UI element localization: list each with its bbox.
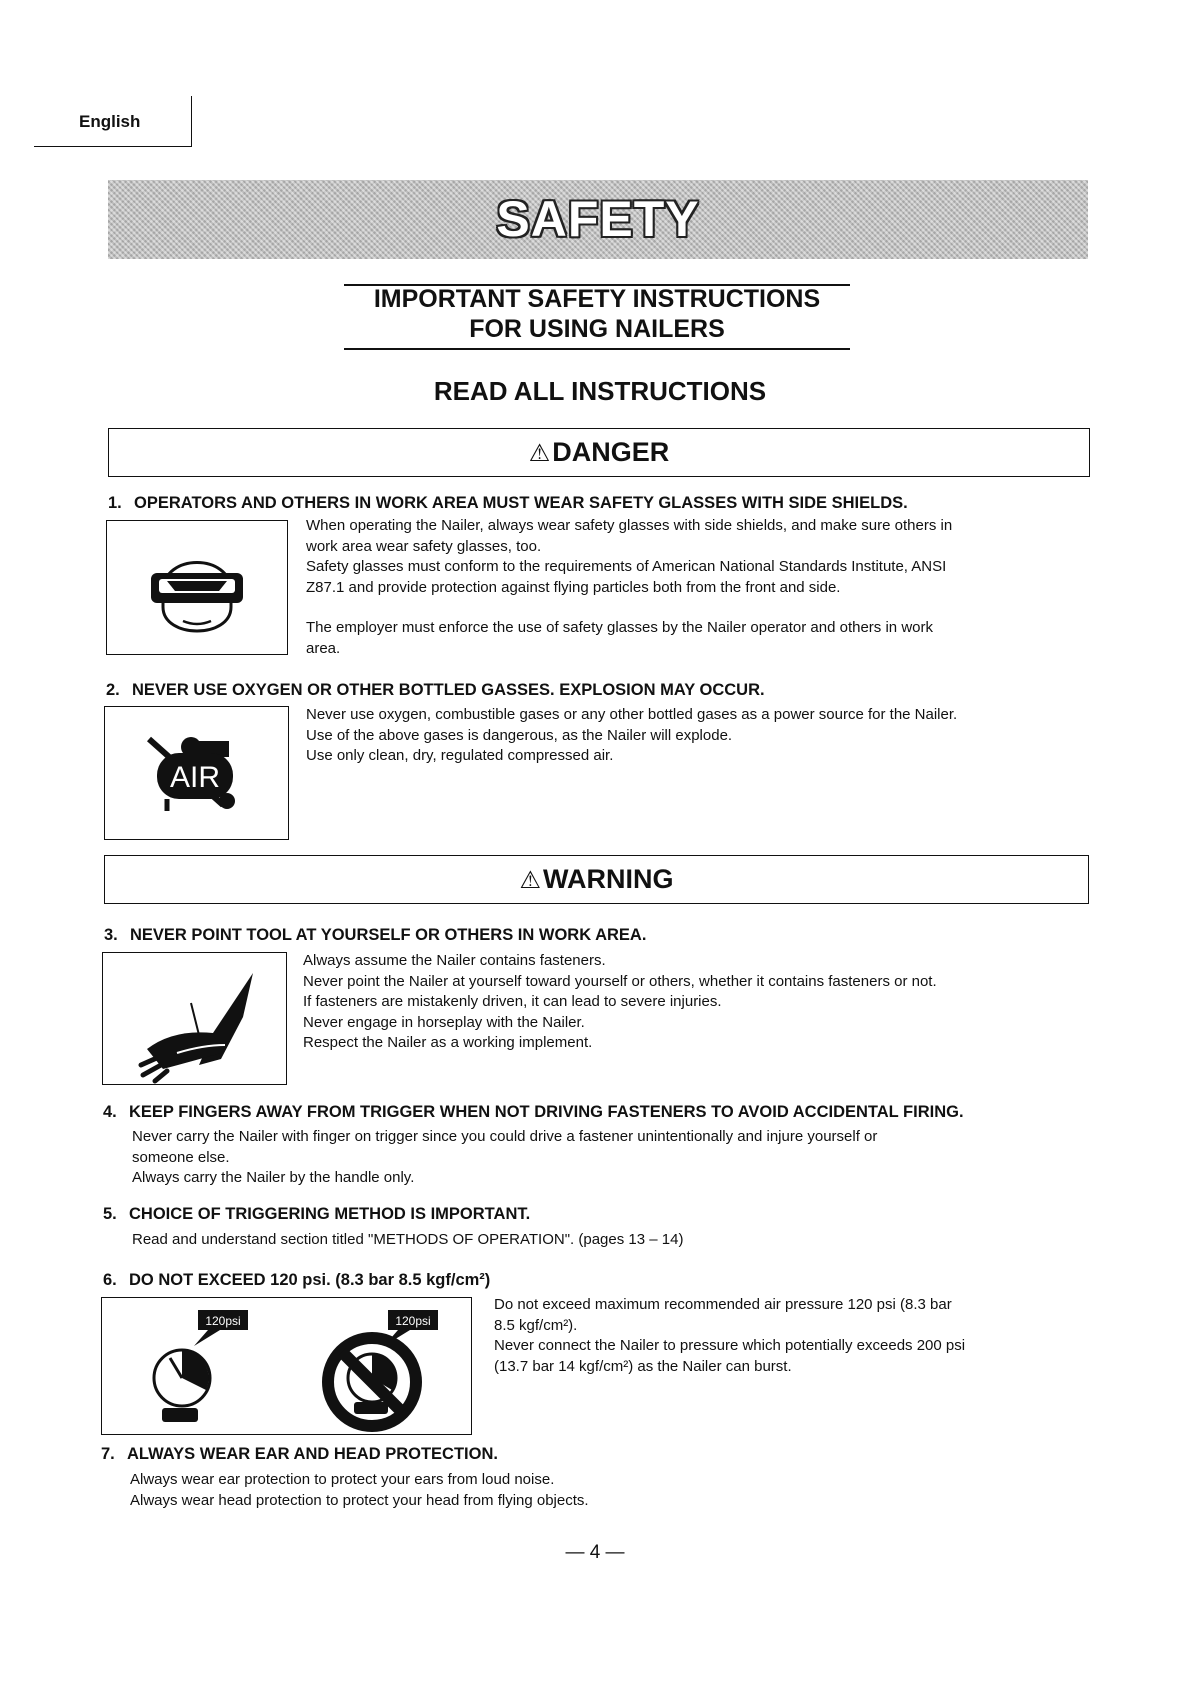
item-1-line: Safety glasses must conform to the requirements of American National Standards Institute, ANSI	[306, 558, 947, 575]
main-heading-line2: FOR USING NAILERS	[469, 315, 725, 343]
item-6-number: 6.	[103, 1271, 117, 1289]
pressure-gauge-icon	[102, 1298, 471, 1434]
safety-banner	[108, 180, 1088, 259]
item-1-image-box	[106, 520, 288, 655]
item-6-title: DO NOT EXCEED 120 psi. (8.3 bar 8.5 kgf/cm²)	[129, 1271, 491, 1289]
item-2-line: Never use oxygen, combustible gases or any other bottled gases as a power source for the Nailer.	[306, 706, 958, 723]
item-2-heading	[106, 681, 765, 700]
gauge-label-right: 120psi	[395, 1314, 431, 1328]
air-icon-text: AIR	[169, 761, 221, 794]
item-1-line: Z87.1 and provide protection against flying particles both from the front and side.	[306, 578, 841, 596]
language-divider-vertical	[191, 96, 192, 147]
item-7-number: 7.	[101, 1445, 115, 1463]
item-1-line: area.	[306, 639, 341, 657]
item-6-line: Never connect the Nailer to pressure which potentially exceeds 200 psi	[494, 1337, 966, 1354]
item-6-body	[494, 1295, 965, 1377]
item-7-title: ALWAYS WEAR EAR AND HEAD PROTECTION.	[127, 1445, 498, 1463]
warning-label	[105, 856, 1088, 903]
item-3-body	[303, 951, 937, 1054]
item-2-title: NEVER USE OXYGEN OR OTHER BOTTLED GASSES. EXPLOSION MAY OCCUR.	[132, 681, 765, 699]
item-1-number: 1.	[108, 494, 122, 512]
item-3-line: Always assume the Nailer contains fasteners.	[303, 952, 606, 969]
warning-box	[104, 855, 1089, 904]
item-1-body	[306, 516, 952, 598]
item-1-line: When operating the Nailer, always wear safety glasses with side shields, and make sure others in	[306, 517, 953, 534]
hand-nailer-icon	[103, 953, 286, 1084]
item-2-number: 2.	[106, 681, 120, 699]
item-2-image-box	[104, 706, 289, 840]
item-3-image-box	[102, 952, 287, 1085]
item-4-line: Always carry the Nailer by the handle only.	[132, 1169, 415, 1186]
item-5-title: CHOICE OF TRIGGERING METHOD IS IMPORTANT.	[129, 1205, 531, 1223]
air-compressor-icon	[105, 707, 288, 839]
item-5-line: Read and understand section titled "METHODS OF OPERATION". (pages 13 – 14)	[132, 1231, 684, 1248]
item-6-image-box	[101, 1297, 472, 1435]
item-3-line: Respect the Nailer as a working implement.	[303, 1034, 593, 1051]
main-heading-line1: IMPORTANT SAFETY INSTRUCTIONS	[373, 285, 821, 313]
item-2-line: Use only clean, dry, regulated compressed air.	[306, 747, 614, 764]
item-4-number: 4.	[103, 1103, 117, 1121]
language-label: English	[79, 112, 141, 131]
item-4-heading	[103, 1103, 964, 1122]
item-1-title: OPERATORS AND OTHERS IN WORK AREA MUST WEAR SAFETY GLASSES WITH SIDE SHIELDS.	[134, 494, 908, 512]
item-6-line: Do not exceed maximum recommended air pressure 120 psi (8.3 bar	[494, 1296, 952, 1313]
item-3-line: Never point the Nailer at yourself toward yourself or others, whether it contains fasteners or not.	[303, 972, 937, 990]
warning-triangle-icon: ⚠	[528, 440, 551, 467]
main-heading	[344, 284, 850, 344]
item-3-line: If fasteners are mistakenly driven, it can lead to severe injuries.	[303, 993, 722, 1010]
item-1-line: work area wear safety glasses, too.	[306, 537, 542, 555]
item-7-body	[130, 1470, 589, 1511]
item-6-line: (13.7 bar 14 kgf/cm²) as the Nailer can burst.	[494, 1357, 792, 1375]
item-7-heading	[101, 1445, 498, 1464]
heading-rule-bottom	[344, 348, 850, 350]
warning-text: WARNING	[543, 864, 674, 894]
language-divider	[34, 146, 192, 147]
read-all-heading: READ ALL INSTRUCTIONS	[433, 376, 767, 406]
item-5-body	[132, 1230, 683, 1251]
item-7-line: Always wear ear protection to protect your ears from loud noise.	[130, 1471, 555, 1488]
gauge-label-left: 120psi	[205, 1314, 241, 1328]
danger-text: DANGER	[552, 437, 670, 467]
item-5-heading	[103, 1205, 530, 1224]
item-3-line: Never engage in horseplay with the Nailer.	[303, 1013, 585, 1031]
item-6-line: 8.5 kgf/cm²).	[494, 1316, 578, 1334]
item-5-number: 5.	[103, 1205, 117, 1223]
item-1-body-2	[306, 618, 933, 659]
item-4-body	[132, 1127, 877, 1189]
item-4-line: someone else.	[132, 1148, 230, 1166]
warning-triangle-icon: ⚠	[519, 867, 541, 894]
item-3-number: 3.	[104, 926, 118, 944]
item-6-heading	[103, 1271, 490, 1290]
item-4-line: Never carry the Nailer with finger on trigger since you could drive a fastener unintentionally and injure yourself or	[132, 1128, 878, 1145]
page-number: — 4 —	[565, 1542, 625, 1563]
item-2-line: Use of the above gases is dangerous, as the Nailer will explode.	[306, 726, 733, 744]
banner-title: SAFETY	[496, 191, 700, 247]
item-2-body	[306, 705, 957, 767]
item-4-title: KEEP FINGERS AWAY FROM TRIGGER WHEN NOT DRIVING FASTENERS TO AVOID ACCIDENTAL FIRING.	[129, 1103, 964, 1121]
item-1-heading	[108, 494, 908, 513]
item-3-heading	[104, 926, 646, 945]
item-3-title: NEVER POINT TOOL AT YOURSELF OR OTHERS IN WORK AREA.	[130, 926, 647, 944]
danger-box	[108, 428, 1090, 477]
item-7-line: Always wear head protection to protect your head from flying objects.	[130, 1491, 589, 1509]
danger-label	[109, 429, 1089, 476]
safety-glasses-icon	[107, 521, 287, 654]
item-1-line: The employer must enforce the use of safety glasses by the Nailer operator and others in work	[306, 619, 933, 636]
